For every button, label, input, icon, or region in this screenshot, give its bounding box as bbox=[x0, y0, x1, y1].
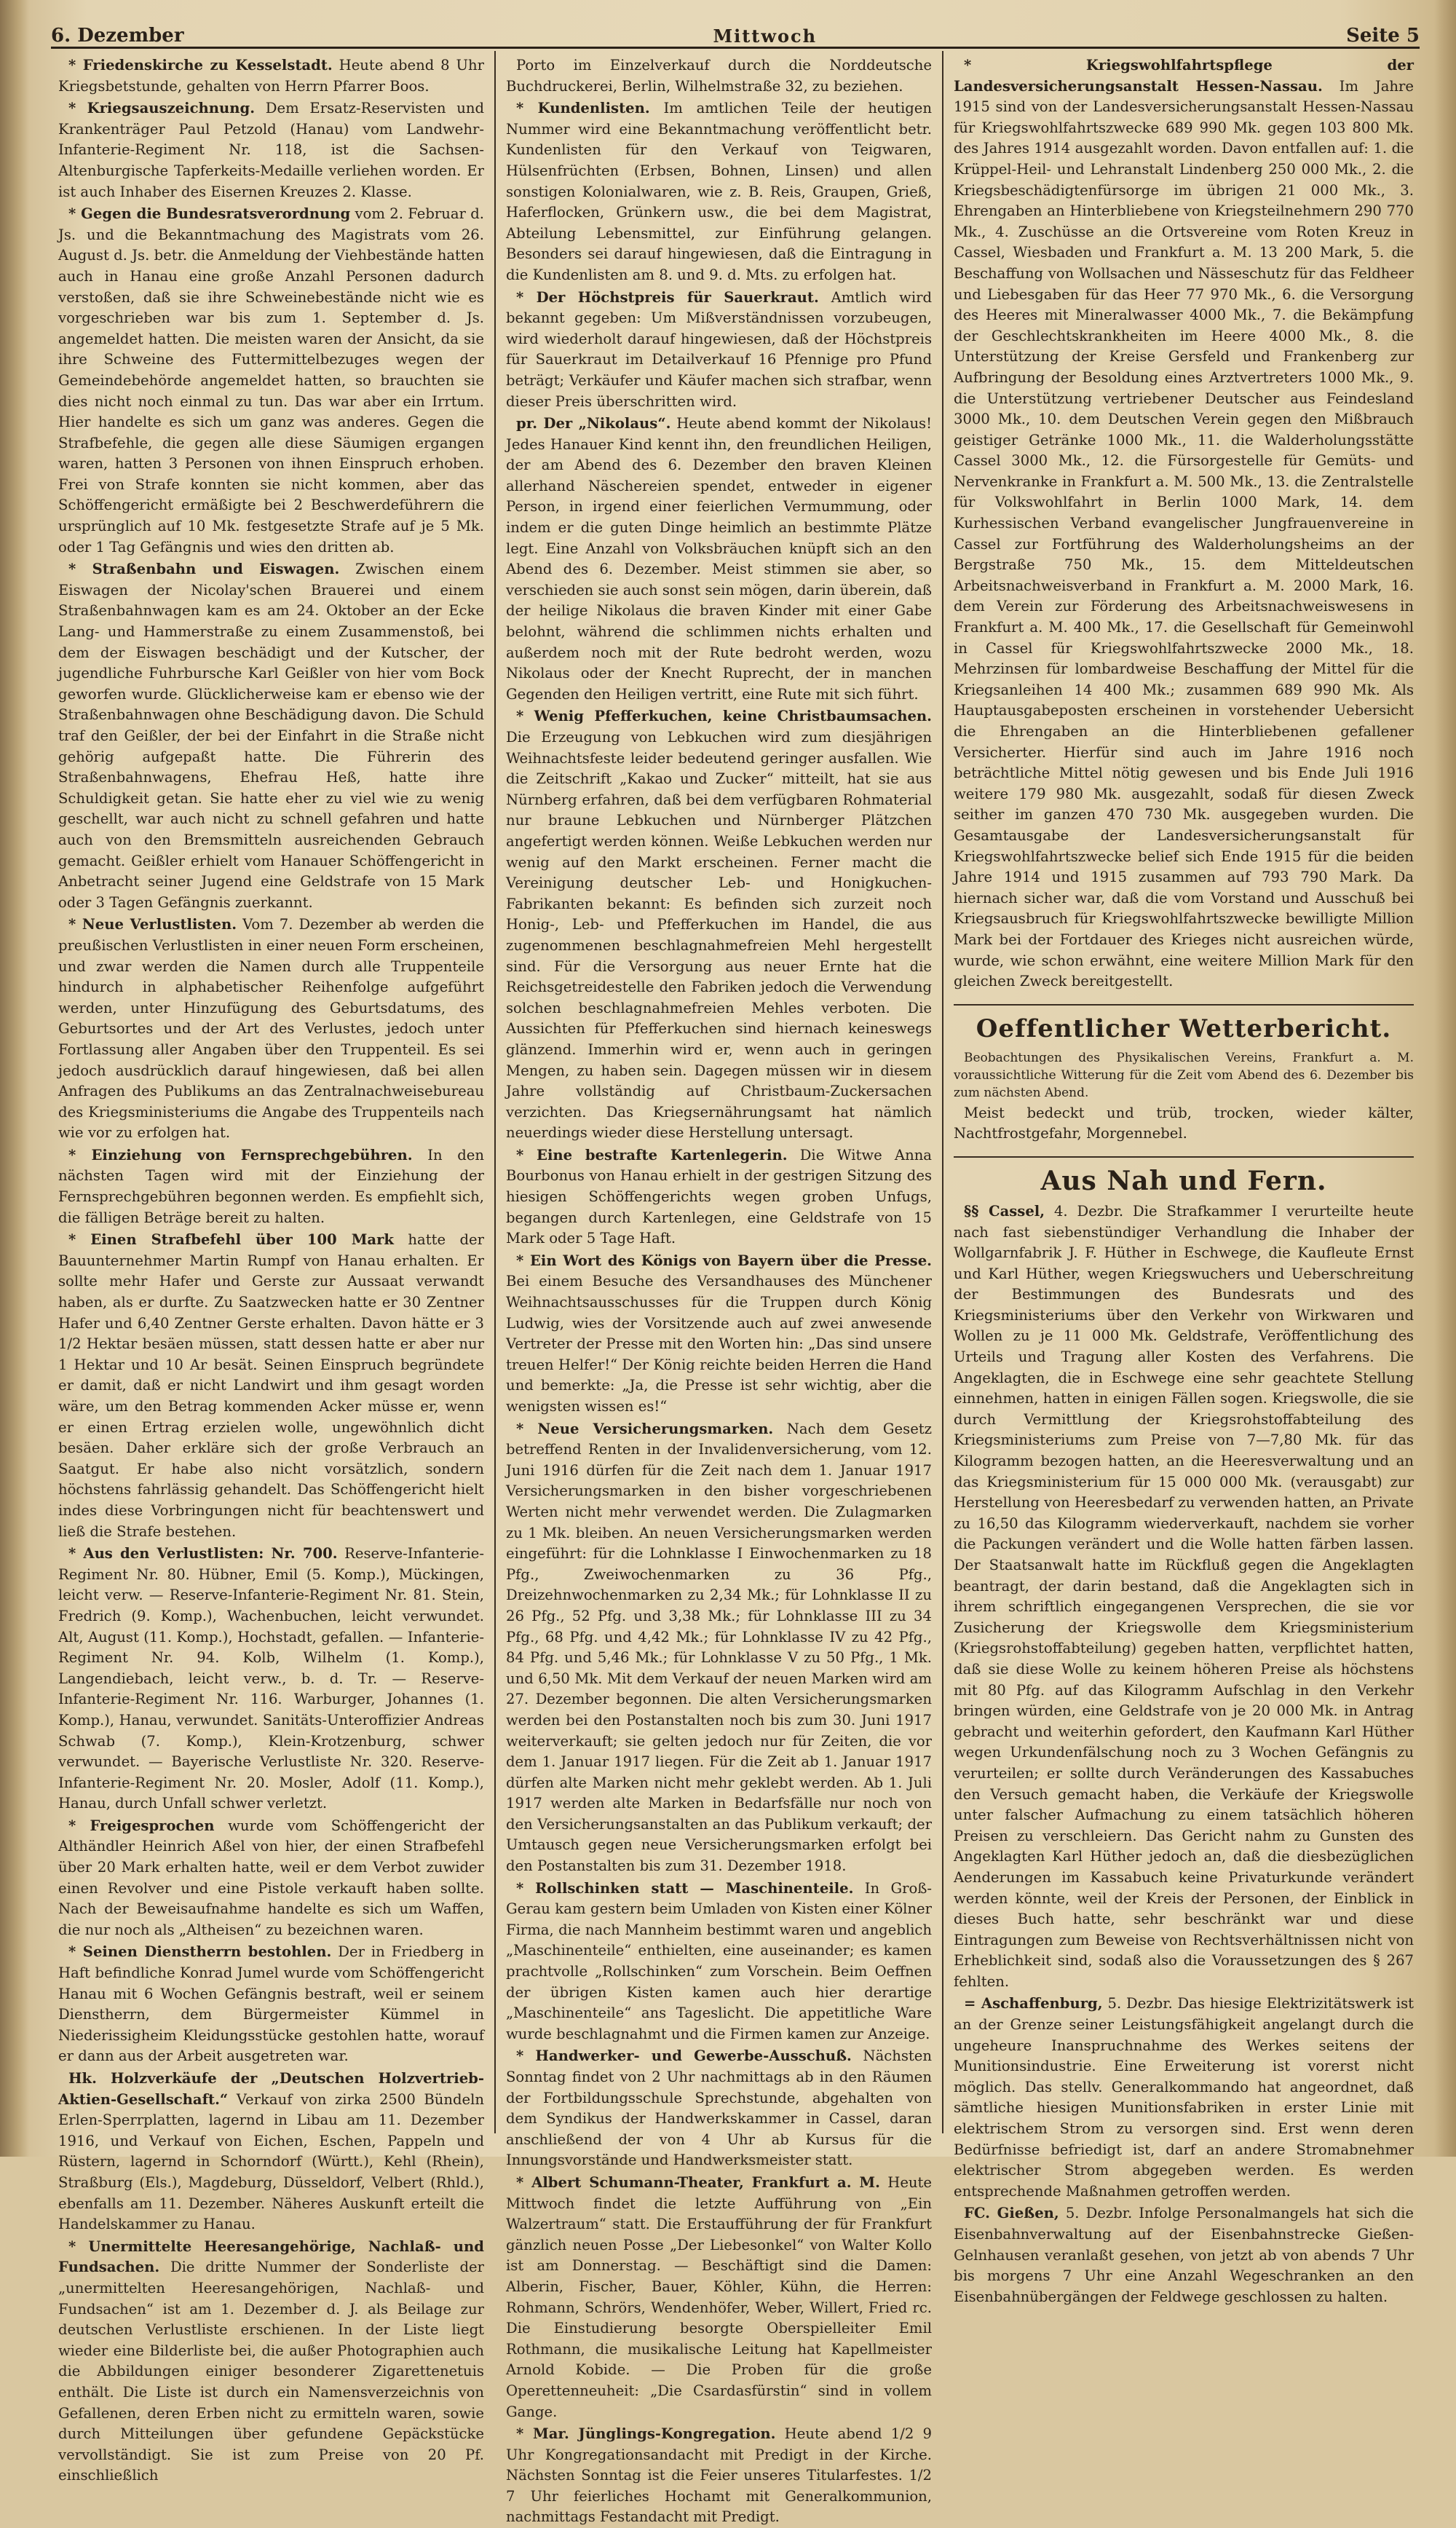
article-text: vom 2. Februar d. Js. und die Bekanntmachung des Magistrats vom 26. August d. Js. betr. die Anmeldung der Viehbestände hatten auch in Hanau eine große Anzahl Personen dadurch verstoßen, daß sie ihre Schweinebestände nicht wie es vorgeschrieben war bis zum 1. September d. Js. angemeldet hatten. Die meisten waren der Ansicht, da sie ihre Schweine des Futtermittelbezuges wegen der Gemeindebehörde angemeldet hatten, so brauchten sie dies nicht noch einmal zu tun. Das war aber ein Irrtum. Hier handelte es sich um ganz was anderes. Gegen die Strafbefehle, die gegen alle diese Säumigen ergangen waren, hatten 3 Personen von ihnen Einspruch erhoben. Frei von Strafe konnten sie nicht kommen, aber das Schöffengericht ermäßigte bei 2 Beschwerdeführern die ursprünglich auf 10 Mk. festgesetzte Strafe auf je 5 Mk. oder 1 Tag Gefängnis und wies den dritten ab. bbox=[58, 205, 484, 556]
article bbox=[58, 1230, 484, 1542]
article-heading: * Kriegswohlfahrtspflege der Landesversicherungsanstalt Hessen-Nassau. bbox=[954, 57, 1414, 95]
columns bbox=[48, 51, 1424, 2526]
article-text: 5. Dezbr. Das hiesige Elektrizitätswerk ist an der Grenze seiner Leistungsfähigkeit angelangt durch die ungeheure Inanspruchnahme des Werkes seitens der Munitionsindustrie. Eine Erweiterung ist vorerst nicht möglich. Das stellv. Generalkommando hat angeordnet, daß sämtliche hiesigen Munitionsfabriken in erster Linie mit elektrischem Strom zu versorgen sind. Erst wenn deren Bedürfnisse befriedigt ist, darf an andere Stromabnehmer elektrischer Strom abgegeben werden. Es werden entsprechende Maßnahmen getroffen werden. bbox=[954, 1995, 1414, 2200]
article-heading: * Kriegsauszeichnung. bbox=[68, 100, 256, 117]
article-text: Im amtlichen Teile der heutigen Nummer wird eine Bekanntmachung veröffentlicht betr. Kundenlisten für den Verkauf von Teigwaren, Hülsenfrüchten (Erbsen, Bohnen, Linsen) und allen sonstigen Kolonialwaren, wie z. B. Reis, Graupen, Grieß, Haferflocken, Grünkern usw., die bei dem Magistrat, Abteilung Lebensmittel, zur Einführung gelangen. Besonders sei darauf hingewiesen, daß die Eintragung in die Kundenlisten am 8. und 9. d. Mts. zu erfolgen hat. bbox=[506, 100, 932, 283]
article bbox=[954, 1201, 1414, 1993]
article-text: In Groß-Gerau kam gestern beim Umladen von Kisten einer Kölner Firma, die nach Mannheim bestimmt waren und angeblich „Maschinenteile“ enthielten, eine auseinander; es kamen prachtvolle „Rollschinken“ zum Vorschein. Beim Oeffnen der übrigen Kisten kamen auch hier derartige „Maschinenteile“ ans Tageslicht. Die appetitliche Ware wurde beschlagnahmt und die Firmen kamen zur Anzeige. bbox=[506, 1879, 932, 2042]
article-text: Heute abend 8 Uhr Kriegsbetstunde, gehalten von Herrn Pfarrer Boos. bbox=[58, 57, 485, 95]
article-heading: * Der Höchstpreis für Sauerkraut. bbox=[516, 288, 819, 306]
article-text: hatte der Bauunternehmer Martin Rumpf von Hanau erhalten. Er sollte mehr Hafer und Gerste zur Aussaat verwandt haben, als er durfte. Zu Saatzwecken hatte er 30 Zentner Hafer und 6,40 Zentner Gerste erhalten. Davon hätte er 3 1/2 Hektar besäen müssen, statt dessen hatte er aber nur 1 Hektar und 10 Ar besät. Seinen Einspruch begründete er damit, daß er nicht Landwirt und ihm gesagt worden wäre, um den Betrag kommenden Acker müsse er, wenn er einen Ertrag erzielen wolle, ungewöhnlich dicht besäen. Daher erkläre sich der große Verbrauch an Saatgut. Er habe also nicht vorsätzlich, sondern höchstens fahrlässig gehandelt. Das Schöffengericht hielt indes diese Vorbringungen nicht für beachtenswert und ließ die Strafe bestehen. bbox=[58, 1231, 484, 1540]
article bbox=[58, 98, 484, 202]
article-heading: * Gegen die Bundesratsverordnung bbox=[68, 205, 351, 223]
page-right-edge bbox=[1434, 0, 1456, 2157]
article-text: Der in Friedberg in Haft befindliche Konrad Jumel wurde vom Schöffengericht Hanau mit 6 Wochen Gefängnis bestraft, weil er seinem Dienstherrn, dem Bürgermeister Kümmel in Niederissigheim Kleidungsstücke gestohlen hatte, worauf er dann aus der Arbeit ausgetreten war. bbox=[58, 1943, 484, 2065]
article bbox=[58, 2069, 484, 2235]
article-text: Zwischen einem Eiswagen der Nicolay'schen Brauerei und einem Straßenbahnwagen kam es am 24. Oktober an der Ecke Lang- und Hammerstraße zu einem Zusammenstoß, bei dem der Eiswagen beschädigt und der Kutscher, der jugendliche Fuhrbursche Karl Geißler von hier vom Bock geworfen wurde. Glücklicherweise kam er ebenso wie der Straßenbahnwagen ohne Beschädigung davon. Die Schuld traf den Geißler, der bei der Einfahrt in die Straße nicht gehörig aufgepaßt hatte. Die Führerin des Straßenbahnwagens, Ehefrau Heß, hatte ihre Schuldigkeit getan. Sie hatte eher zu viel wie zu wenig geschellt, war auch nicht zu schnell gefahren und hatte auch von den Bremsmitteln ausreichenden Gebrauch gemacht. Geißler erhielt vom Hanauer Schöffengericht in Anbetracht seiner Jugend eine Geldstrafe von 15 Mark oder 3 Tagen Gefängnis zuerkannt. bbox=[58, 561, 484, 911]
article-text: Porto im Einzelverkauf durch die Norddeutsche Buchdruckerei, Berlin, Wilhelmstraße 32, zu beziehen. bbox=[506, 57, 932, 95]
article-heading: = Aschaffenburg, bbox=[964, 1995, 1103, 2012]
article-heading: * Einziehung von Fernsprechgebühren. bbox=[68, 1146, 413, 1164]
article-heading: * Wenig Pfefferkuchen, keine Christbaumsachen. bbox=[516, 708, 932, 725]
article bbox=[506, 2046, 932, 2171]
article bbox=[506, 98, 932, 285]
aus-nah-und-fern-articles bbox=[954, 1201, 1414, 2307]
article bbox=[506, 1419, 932, 1877]
aus-nah-und-fern-title: Aus Nah und Fern. bbox=[1040, 1165, 1327, 1196]
article bbox=[58, 559, 484, 913]
article-heading: * Neue Verlustlisten. bbox=[68, 916, 237, 933]
article-heading: * Straßenbahn und Eiswagen. bbox=[68, 561, 340, 578]
column-1 bbox=[48, 51, 496, 2484]
article-heading: §§ Cassel, bbox=[964, 1202, 1045, 1220]
article-text: Nach dem Gesetz betreffend Renten in der Invalidenversicherung, vom 12. Juni 1916 dürfen für die Zeit nach dem 1. Januar 1917 Versicherungsmarken in den bisher vorgeschriebenen Werten nicht mehr verwendet werden. Die Zulagmarken zu 1 Mk. bleiben. An neuen Versicherungsmarken werden eingeführt: für die Lohnklasse I Einwochenmarken zu 18 Pfg., Zweiwochenmarken zu 36 Pfg., Dreizehnwochenmarken zu 2,34 Mk.; für Lohnklasse II zu 26 Pfg., 52 Pfg. und 3,38 Mk.; für Lohnklasse III zu 34 Pfg., 68 Pfg. und 4,42 Mk.; für Lohnklasse IV zu 42 Pfg., 84 Pfg. und 5,46 Mk.; für Lohnklasse V zu 50 Pfg., 1 Mk. und 6,50 Mk. Mit dem Verkauf der neuen Marken wird am 27. Dezember begonnen. Die alten Versicherungsmarken werden bei den Postanstalten noch bis zum 30. Juni 1917 weiterverkauft; sie gelten jedoch nur für Zeiten, die vor dem 1. Januar 1917 liegen. Für die Zeit ab 1. Januar 1917 dürfen alte Marken nicht mehr geklebt werden. Ab 1. Juli 1917 werden alte Marken in Bedarfsfälle nur noch von den Versicherungsanstalten an das Publikum verkauft; der Umtausch gegen neue Versicherungsmarken erfolgt bei den Postanstalten bis zum 31. Dezember 1918. bbox=[506, 1420, 932, 1875]
article-text: Verkauf von zirka 2500 Bündeln Erlen-Sperrplatten, lagernd in Libau am 11. Dezember 1916, und Verkauf von Eichen, Eschen, Pappeln und Rüstern, lagernd in Schorndorf (Württ.), Kehl (Rhein), Straßburg (Els.), Magdeburg, Düsseldorf, Velbert (Rhld.), ebenfalls am 11. Dezember. Näheres Auskunft erteilt die Handelskammer zu Hanau. bbox=[58, 2090, 484, 2233]
header-page-number: Seite 5 bbox=[1346, 25, 1420, 47]
article-heading: * Rollschinken statt — Maschinenteile. bbox=[516, 1879, 854, 1897]
article-heading: FC. Gießen, bbox=[964, 2205, 1059, 2222]
weather-text: Meist bedeckt und trüb, trocken, wieder kälter, Nachtfrostgefahr, Morgennebel. bbox=[954, 1104, 1414, 1142]
article-text: In den nächsten Tagen wird mit der Einziehung der Fernsprechgebühren begonnen werden. Es empfiehlt sich, die fälligen Beträge bereit zu halten. bbox=[58, 1146, 484, 1226]
column-3-articles bbox=[954, 55, 1414, 992]
article bbox=[58, 204, 484, 558]
article-heading: * Albert Schumann-Theater, Frankfurt a. M. bbox=[516, 2173, 880, 2191]
article-heading: * Mar. Jünglings-Kongregation. bbox=[516, 2425, 776, 2443]
article bbox=[506, 414, 932, 705]
article bbox=[506, 55, 932, 97]
article-heading: * Einen Strafbefehl über 100 Mark bbox=[68, 1231, 394, 1249]
weather-intro: Beobachtungen des Physikalischen Vereins, Frankfurt a. M. voraussichtliche Witterung für die Zeit vom Abend des 6. Dezember bis zum nächsten Abend. bbox=[954, 1050, 1414, 1100]
article-heading: * Kundenlisten. bbox=[516, 100, 650, 117]
article-text: Vom 7. Dezember ab werden die preußischen Verlustlisten in einer neuen Form erscheinen, und zwar werden die Namen durch alle Truppenteile hindurch in alphabetischer Reihenfolge aufgeführt werden, unter Hinzufügung des Geburtsdatums, des Geburtsortes und der Art des Verlustes, jedoch unter Fortlassung aller Angaben über den Truppenteil. Es sei jedoch ausdrücklich darauf hingewiesen, daß bei allen Anfragen des Publikums an das Zentralnachweisebureau des Kriegsministeriums die Angabe des Truppenteils nach wie vor zu erfolgen hat. bbox=[58, 916, 484, 1142]
article bbox=[506, 1145, 932, 1249]
article-heading: * Handwerker- und Gewerbe-Ausschuß. bbox=[516, 2047, 852, 2065]
article bbox=[954, 55, 1414, 992]
article-heading: * Eine bestrafte Kartenlegerin. bbox=[516, 1146, 788, 1164]
article bbox=[506, 288, 932, 413]
article-heading: Hk. Holzverkäufe der „Deutschen Holzvertrieb-Aktien-Gesellschaft.“ bbox=[58, 2070, 484, 2108]
article-text: Reserve-Infanterie-Regiment Nr. 80. Hübner, Emil (5. Komp.), Mückingen, leicht verw. — Reserve-Infanterie-Regiment Nr. 81. Stein, Fredrich (9. Komp.), Wachenbuchen, leicht verwundet. Alt, August (11. Komp.), Hochstadt, gefallen. — Infanterie-Regiment Nr. 94. Kolb, Wilhelm (1. Komp.), Langendiebach, leicht verw., b. d. Tr. — Reserve-Infanterie-Regiment Nr. 116. Warburger, Johannes (1. Komp.), Hanau, verwundet. Sanitäts-Unteroffizier Andreas Schwab (7. Komp.), Klein-Krotzenburg, schwer verwundet. — Bayerische Verlustliste Nr. 320. Reserve-Infanterie-Regiment Nr. 20. Mosler, Adolf (11. Komp.), Hanau, durch Unfall schwer verletzt. bbox=[58, 1545, 484, 1812]
article bbox=[58, 1145, 484, 1228]
article-text: Die Witwe Anna Bourbonus von Hanau erhielt in der gestrigen Sitzung des hiesigen Schöffengerichts wegen groben Unfugs, begangen durch Kartenlegen, eine Geldstrafe von 15 Mark oder 5 Tage Haft. bbox=[506, 1146, 932, 1247]
article bbox=[58, 1544, 484, 1814]
article bbox=[58, 55, 484, 97]
article-text: Nächsten Sonntag findet von 2 Uhr nachmittags ab in den Räumen der Fortbildungsschule Sprechstunde, abgehalten von dem Syndikus der Handwerkskammer in Cassel, daran anschließend der von 4 Uhr ab Kursus für die Innungsvorstände und Handwerksmeister statt. bbox=[506, 2047, 932, 2169]
article bbox=[58, 2237, 484, 2486]
weather-title: Oeffentlicher Wetterbericht. bbox=[976, 1014, 1392, 1043]
article-heading: * Aus den Verlustlisten: Nr. 700. bbox=[68, 1545, 338, 1563]
header-weekday: Mittwoch bbox=[713, 25, 818, 47]
page-left-edge bbox=[0, 0, 29, 2157]
divider bbox=[954, 1004, 1414, 1006]
article-text: Die dritte Nummer der Sonderliste der „unermittelten Heeresangehörigen, Nachlaß- und Fundsachen“ ist am 1. Dezember d. J. als Beilage zur deutschen Verlustliste erschienen. In der Liste liegt wieder eine Bilderliste bei, die außer Photographien auch die Abbildungen einiger besonderer Zigarettenetuis enthält. Die Liste ist durch ein Namensverzeichnis von Gefallenen, deren Erben nicht zu ermitteln waren, sowie durch Mitteilungen über gefundene Gepäckstücke vervollständigt. Sie ist zum Preise von 20 Pf. einschließlich bbox=[58, 2259, 484, 2484]
article-heading: * Neue Versicherungsmarken. bbox=[516, 1420, 774, 1437]
divider bbox=[954, 1156, 1414, 1158]
article bbox=[58, 1816, 484, 1941]
article bbox=[954, 1994, 1414, 2202]
column-3 bbox=[943, 51, 1424, 2305]
article-text: Dem Ersatz-Reservisten und Krankenträger Paul Petzold (Hanau) vom Landwehr-Infanterie-Regiment Nr. 118, ist die Sachsen-Altenburgische Tapferkeits-Medaille verliehen worden. Er ist auch Inhaber des Eisernen Kreuzes 2. Klasse. bbox=[58, 100, 484, 200]
article-text: Heute abend kommt der Nikolaus! Jedes Hanauer Kind kennt ihn, den freundlichen Heiligen, der am Abend des 6. Dezember den braven Kleinen allerhand Näschereien spendet, entweder in eigener Person, in irgend einer feierlichen Vermummung, oder indem er die guten Dinge heimlich an bestimmte Plätze legt. Eine Anzahl von Volksbräuchen knüpft sich an den Abend des 6. Dezember. Meist stimmen sie aber, so verschieden sie auch sonst sein mögen, darin überein, daß der heilige Nikolaus die braven Kinder mit einer Gabe belohnt, während die schlimmen nichts erhalten und außerdem noch mit der Rute bedroht werden, wozu Nikolaus oder der Knecht Ruprecht, der in manchen Gegenden den Heiligen vertritt, eine Rute mit sich führt. bbox=[506, 415, 932, 703]
article bbox=[506, 2173, 932, 2422]
article-heading: * Friedenskirche zu Kesselstadt. bbox=[68, 57, 333, 74]
article-heading: * Freigesprochen bbox=[68, 1817, 215, 1834]
article-text: 5. Dezbr. Infolge Personalmangels hat sich die Eisenbahnverwaltung auf der Eisenbahnstrecke Gießen-Gelnhausen veranlaßt gesehen, von jetzt ab von abends 7 Uhr bis morgens 7 Uhr eine Anzahl Wegeschranken an den Eisenbahnübergängen der Feldwege geschlossen zu halten. bbox=[954, 2205, 1414, 2305]
article-heading: * Unermittelte Heeresangehörige, Nachlaß- und Fundsachen. bbox=[58, 2237, 484, 2276]
article-heading: pr. Der „Nikolaus“. bbox=[516, 415, 671, 432]
article bbox=[58, 915, 484, 1144]
article-text: Amtlich wird bekannt gegeben: Um Mißverständnissen vorzubeugen, wird wiederholt darauf hingewiesen, daß der Höchstpreis für Sauerkraut im Detailverkauf 16 Pfennige pro Pfund beträgt; Verkäufer und Käufer machen sich strafbar, wenn dieser Preis überschritten wird. bbox=[506, 288, 933, 410]
article-heading: * Seinen Dienstherrn bestohlen. bbox=[68, 1943, 332, 1961]
article bbox=[506, 1251, 932, 1418]
page-header bbox=[51, 4, 1420, 49]
article bbox=[954, 2203, 1414, 2307]
article-text: Heute Mittwoch findet die letzte Aufführung von „Ein Walzertraum“ statt. Die Erstaufführung der für Frankfurt gänzlich neuen Posse „Der Liebesonkel“ von Walter Kollo ist am Donnerstag. — Beschäftigt sind die Damen: Alberin, Fischer, Bauer, Köhler, Kühn, die Herren: Rohmann, Schrörs, Wendenhöfer, Weber, Willert, Fried rc. Die Einstudierung besorgte Oberspielleiter Emil Rothmann, die musikalische Leitung hat Kapellmeister Arnold Kobide. — Die Proben für die große Operettenneuheit: „Die Csardasfürstin“ sind in vollem Gange. bbox=[506, 2173, 933, 2420]
article bbox=[506, 1879, 932, 2045]
article-text: Die Erzeugung von Lebkuchen wird zum diesjährigen Weihnachtsfeste leider bedeutend geringer ausfallen. Wie die Zeitschrift „Kakao und Zucker“ mitteilt, hat sie aus Nürnberg erfahren, daß bei dem verfügbaren Rohmaterial nur braune Lebkuchen und Nürnberger Plätzchen angefertigt werden können. Weiße Lebkuchen werden nur wenig auf den Markt erscheinen. Ferner macht die Vereinigung deutscher Leb- und Honigkuchen-Fabrikanten bekannt: Es befinden sich zurzeit noch Honig-, Leb- und Pfefferkuchen im Handel, die aus zugenommenen beschlagnahmefreien Mehl hergestellt sind. Für die Versorgung aus neuer Ernte hat die Reichsgetreidestelle den Fabriken jedoch die Verwendung solchen beschlagnahmefreien Mehles verboten. Die Aussichten für Pfefferkuchen sind hiernach keineswegs glänzend. Immerhin wird er, wenn auch in geringen Mengen, zu haben sein. Dagegen müssen wir in diesem Jahre vollständig auf Christbaum-Zuckersachen verzichten. Das Kriegsernährungsamt hat nämlich neuerdings wieder diese Herstellung untersagt. bbox=[506, 729, 932, 1142]
article-text: 4. Dezbr. Die Strafkammer I verurteilte heute nach fast siebenstündiger Verhandlung die Inhaber der Wollgarnfabrik J. F. Hüther in Eschwege, die Kaufleute Ernst und Karl Hüther, wegen Kriegswuchers und Ueberschreitung der Bestimmungen des Bundesrats und des Kriegsministeriums über den Verkehr von Wirkwaren und Wollen zu je 11 000 Mk. Geldstrafe, Veröffentlichung des Urteils und Tragung aller Kosten des Verfahrens. Die Angeklagten, die in Eschwege eine sehr geachtete Stellung einnehmen, hatten in einigen Fällen sogen. Kriegswolle, die sie durch Vermittlung der Kriegsrohstoffabteilung des Kriegsministeriums zum Preise von 7—7,80 Mk. für das Kilogramm bezogen hatten, an die Heeresverwaltung und an das Kriegsministerium für 15 000 000 Mk. (verausgabt) zur Herstellung von Heeresbedarf zu verwenden hatten, an Private zu 16,50 das Kilogramm wiederverkauft, nachdem sie vorher die Packungen verändert und die Wolle hatten färben lassen. Der Staatsanwalt hatte im Rückfluß gegen die Angeklagten beantragt, der darin bestand, daß die Angeklagten sich in ihrem schriftlich eingegangenen Versprechen, die sie vor Zusicherung der Kriegswolle dem Kriegsministerium (Kriegsrohstoffabteilung) gegeben hatten, verpflichtet hatten, daß sie diese Wolle zu keinem höheren Preise als höchstens mit 80 Pfg. auf das Kilogramm Aufschlag in den Verkehr bringen würden, eine Geldstrafe von je 20 000 Mk. in Antrag gebracht und weiterhin gefordert, den Kaufmann Karl Hüther wegen Urkundenfälschung noch zu 3 Wochen Gefängnis zu verurteilen; er sollte durch Veränderungen des Kassabuches den Versuch gemacht haben, die Verkäufe der Kriegswolle unter falscher Aufmachung zu einem tatsächlich höheren Preisen zu verschleiern. Das Gericht nahm zu Gunsten des Angeklagten Karl Hüther jedoch an, daß die diesbezüglichen Aenderungen im Kassabuch keine Privaturkunde verändert werden könnte, weil der Kreis der Personen, der Einblick in dieses Buch hatte, sehr beschränkt war und diese Eintragungen zum Beweise von Rechtsverhältnissen nicht von Erheblichkeit sind, sodaß also die Voraussetzungen des § 267 fehlten. bbox=[954, 1202, 1414, 1990]
article-text: wurde vom Schöffengericht der Althändler Heinrich Aßel von hier, der einen Strafbefehl über 20 Mark erhalten hatte, weil er dem Verbot zuwider einen Revolver und eine Pistole verkauft haben sollte. Nach der Beweisaufnahme handelte es sich um Waffen, die nur noch als „Altheisen“ zu bezeichnen waren. bbox=[58, 1817, 485, 1938]
article bbox=[506, 706, 932, 1143]
article-text: Im Jahre 1915 sind von der Landesversicherungsanstalt Hessen-Nassau für Kriegswohlfahrtszwecke 689 990 Mk. gegen 103 800 Mk. des Jahres 1914 ausgezahlt worden. Davon entfallen auf: 1. die Krüppel-Heil- und Lehranstalt Lindenberg 250 000 Mk., 2. die Kriegsbeschädigtenfürsorge im übrigen 21 000 Mk., 3. Ehrengaben an Hinterbliebene von Kriegsteilnehmern 290 770 Mk., 4. Zuschüsse an die Ortsvereine vom Roten Kreuz in Cassel, Wiesbaden und Frankfurt a. M. 13 200 Mark, 5. die Beschaffung von Wollsachen und Nässeschutz für das Feldheer und Liebesgaben für das Heer 77 970 Mk., 6. die Versorgung des Heeres mit Mineralwasser 4000 Mk., 7. die Bekämpfung der Geschlechtskrankheiten im Heere 4000 Mk., 8. die Unterstützung der Kreise Gersfeld und Frankenberg zur Aufbringung der Besoldung eines Arztvertreters 1000 Mk., 9. die Unterstützung vertriebener Deutscher aus Feindesland 3000 Mk., 10. dem Deutschen Verein gegen den Mißbrauch geistiger Getränke 1000 Mk., 11. die Walderholungsstätte Cassel 3000 Mk., 12. die Fürsorgestelle für Gemüts- und Nervenkranke in Frankfurt a. M. 500 Mk., 13. die Zentralstelle für Volkswohlfahrt in Berlin 1000 Mark, 14. dem Kurhessischen Verband evangelischer Jungfrauenvereine in Cassel zur Fortführung des Walderholungsheims an der Bergstraße 750 Mk., 15. dem Mitteldeutschen Arbeitsnachweisverband in Frankfurt a. M. 2000 Mark, 16. dem Verein zur Förderung des Arbeitsnachweiswesens in Frankfurt a. M. 400 Mk., 17. die Gesellschaft für Gemeinwohl in Cassel für Kriegswohlfahrtszwecke 2000 Mk., 18. Mehrzinsen für lombardweise Beschaffung der Mittel für die Kriegsanleihen 14 400 Mk.; zusammen 689 990 Mk. Als Hauptausgabeposten erscheinen in vorstehender Uebersicht die Ehrengaben an die Hinterbliebenen gefallener Versicherter. Hierfür sind auch im Jahre 1916 noch beträchtliche Mittel nötig gewesen und bis Ende Juli 1916 weitere 179 980 Mk. ausgezahlt, sodaß für diesen Zweck seither im ganzen 470 730 Mk. ausgegeben wurden. Die Gesamtausgabe der Landesversicherungsanstalt für Kriegswohlfahrtszwecke belief sich Ende 1915 für die beiden Jahre 1914 und 1915 zusammen auf 793 790 Mark. Da hiernach sicher war, daß die vom Vorstand und Ausschuß bei Kriegsausbruch für Kriegswohlfahrtszwecke bewilligte Million Mark bei der Fortdauer des Krieges nicht ausreichen würde, wurde, wie schon erwähnt, eine weitere Million Mark für den gleichen Zweck bereitgestellt. bbox=[954, 77, 1414, 990]
article-heading: * Ein Wort des Königs von Bayern über die Presse. bbox=[516, 1252, 932, 1269]
header-date: 6. Dezember bbox=[51, 25, 184, 47]
column-2 bbox=[496, 51, 943, 2526]
article bbox=[506, 2424, 932, 2528]
article-text: Heute abend 1/2 9 Uhr Kongregationsandacht mit Predigt in der Kirche. Nächsten Sonntag ist die Feier unseres Titularfestes. 1/2 7 Uhr feierliches Hochamt mit Generalkommunion, nachmittags Festandacht mit Predigt. bbox=[506, 2425, 932, 2526]
article bbox=[58, 1942, 484, 2067]
article-text: Bei einem Besuche des Versandhauses des Münchener Weihnachtsausschusses für die Truppen durch König Ludwig, wies der Vorsitzende auch auf zwei anwesende Vertreter der Presse mit den Worten hin: „Das sind unsere treuen Helfer!“ Der König reichte beiden Herren die Hand und bemerkte: „Ja, die Presse ist sehr wichtig, aber die wenigsten wissen es!“ bbox=[506, 1273, 932, 1415]
